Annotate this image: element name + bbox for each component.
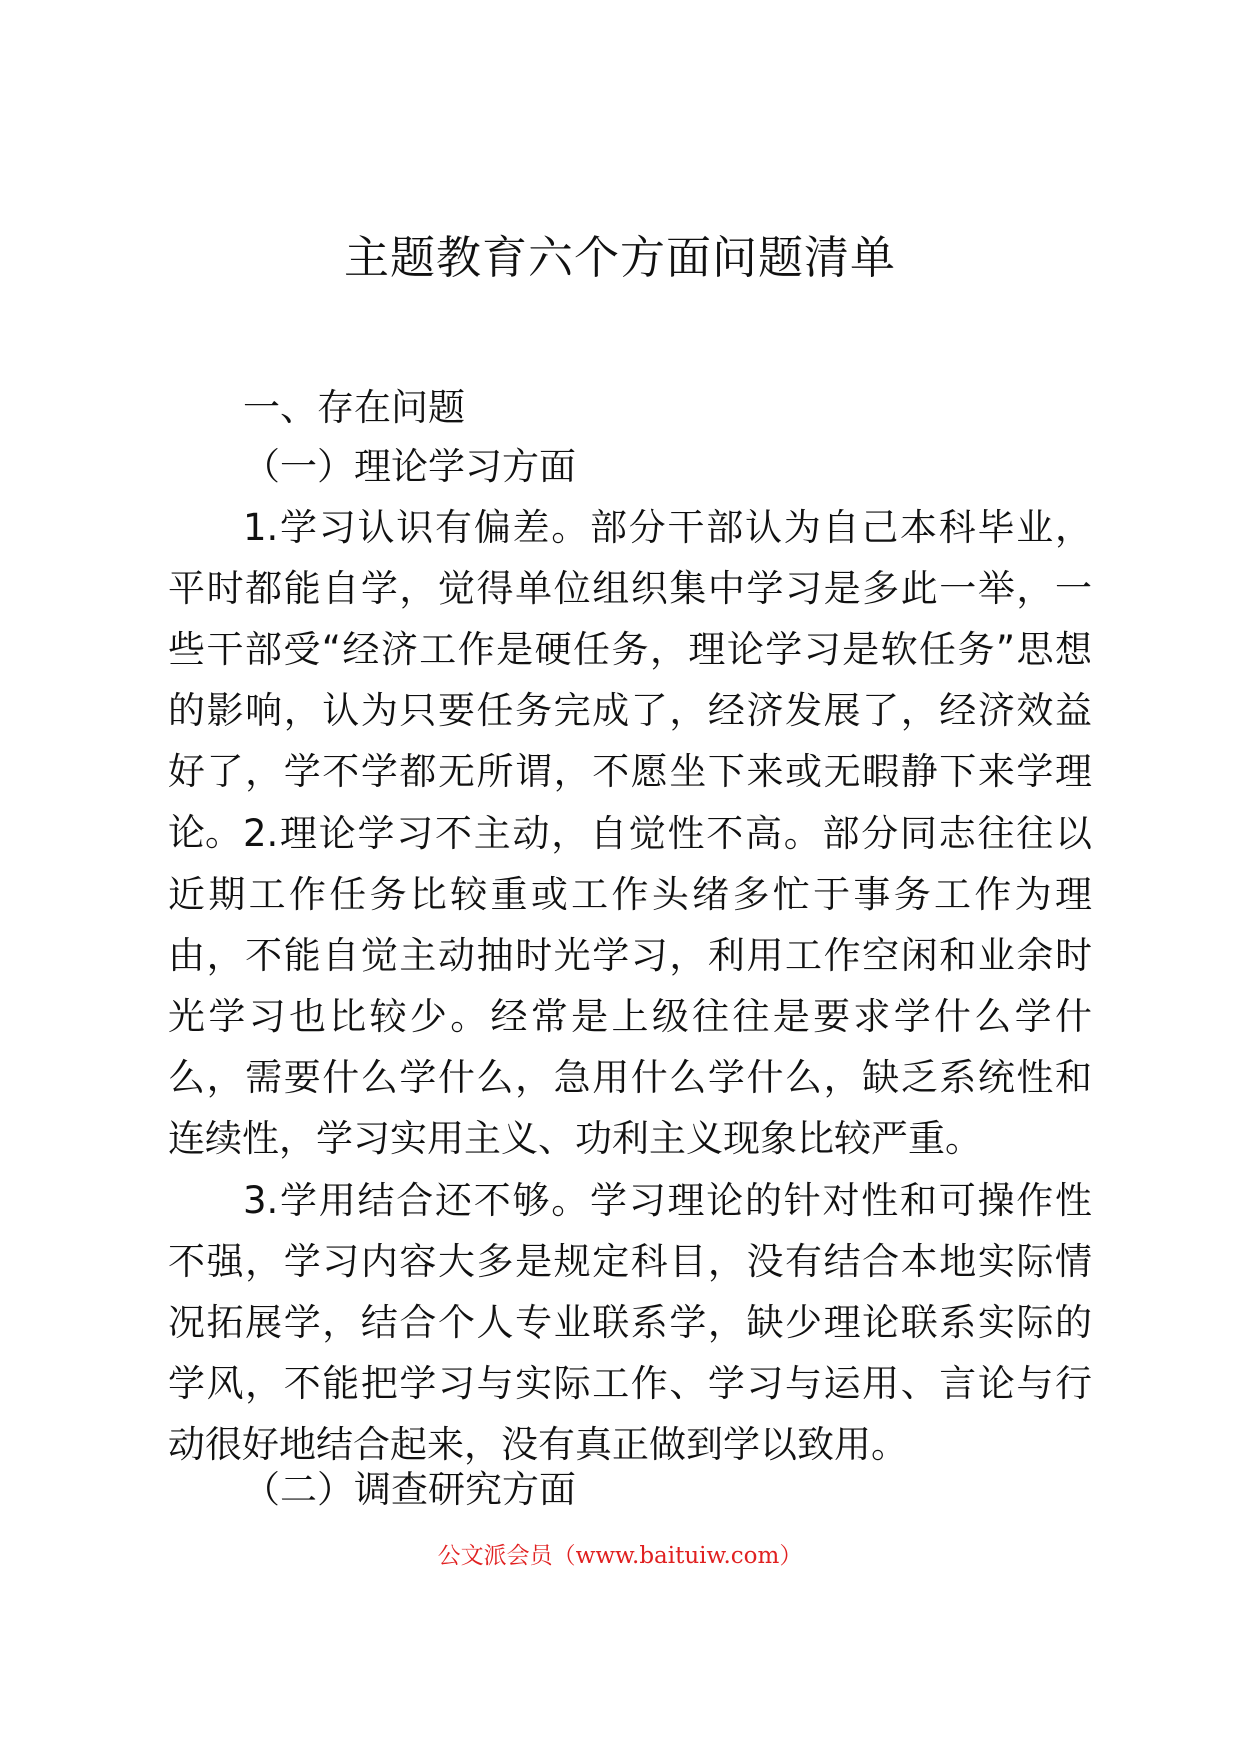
subsection-heading-theory: （一）理论学习方面 <box>243 445 576 488</box>
paragraph-3: 3.学用结合还不够。学习理论的针对性和可操作性不强，学习内容大多是规定科目，没有结合本地实际情况拓展学，结合个人专业联系学，缺少理论联系实际的学风，不能把学习与实际工作、学习与运用、言论与行动很好地结合起来，没有真正做到学以致用。 <box>168 1179 1092 1466</box>
paragraph-2: 2.理论学习不主动，自觉性不高。部分同志往往以近期工作任务比较重或工作头绪多忙于事务工作为理由，不能自觉主动抽时光学习，利用工作空闲和业余时光学习也比较少。经常是上级往往是要求学什么学什么，需要什么学什么，急用什么学什么，缺乏系统性和连续性，学习实用主义、功利主义现象比较严重。 <box>168 812 1092 1160</box>
section-heading: 一、存在问题 <box>243 386 465 429</box>
paragraph-1: 1.学习认识有偏差。部分干部认为自己本科毕业，平时都能自学，觉得单位组织集中学习是多此一举，一些干部受“经济工作是硬任务，理论学习是软任务”思想的影响，认为只要任务完成了，经济发展了，经济效益好了，学不学都无所谓，不愿坐下来或无暇静下来学理论。 <box>168 506 1092 854</box>
document-title: 主题教育六个方面问题清单 <box>343 231 896 284</box>
footer-watermark: 公文派会员（www.baituiw.com） <box>437 1543 803 1569</box>
subsection-heading-research: （二）调查研究方面 <box>243 1468 576 1511</box>
